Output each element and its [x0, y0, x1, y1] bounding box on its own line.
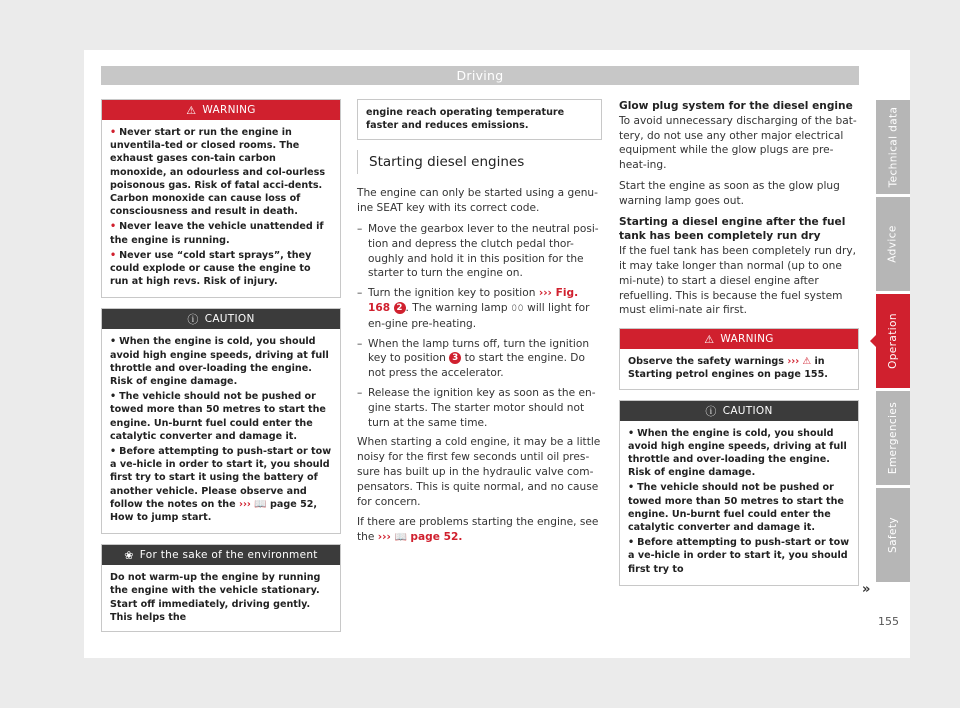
- environment-box: [101, 544, 341, 632]
- tab-emergencies[interactable]: Emergencies: [876, 391, 910, 485]
- tab-operation[interactable]: Operation: [876, 294, 910, 388]
- caution-header: [620, 401, 858, 421]
- bullet-icon: •: [110, 127, 117, 138]
- paragraph: If the fuel tank has been completely run dry, it may take longer than normal (up to one mi-nute) to start a diesel engine after refuelling. This is because the fuel system must elimi-nate air first.: [619, 245, 856, 317]
- list-item: • The vehicle should not be pushed or towed more than 50 metres to start the engine. Un-burnt fuel could enter the catalytic converter and damage it.: [110, 391, 326, 442]
- caution-box: [619, 400, 859, 586]
- environment-header: [102, 545, 340, 565]
- paragraph: If there are problems starting the engine, see the ››› 📖 page 52.: [357, 515, 602, 546]
- caution-header: [102, 309, 340, 329]
- warning-header: [102, 100, 340, 120]
- list-item: • Never leave the vehicle unattended if the engine is running.: [110, 221, 324, 246]
- leaf-icon: ❀: [124, 548, 134, 562]
- continue-arrow-icon: »: [862, 582, 871, 597]
- warning-body: [102, 120, 340, 297]
- environment-body: Do not warm-up the engine by running the engine with the vehicle stationary. Start off immediately, driving gently. This helps the: [110, 572, 321, 623]
- tab-safety[interactable]: Safety: [876, 488, 910, 582]
- paragraph: When starting a cold engine, it may be a little noisy for the first few seconds until oil pres-sure has built up in the hydraulic valve com-pensators. This is quite normal, and no cause for concern.: [357, 436, 601, 508]
- environment-title: For the sake of the environment: [139, 549, 318, 562]
- list-item: • Never start or run the engine in unventila-ted or closed rooms. The exhaust gases con-tain carbon monoxide, an odourless and col-ourless poisonous gas. Risk of fatal acci-dents. Carbon monoxide can cause loss of consciousness and result in death.: [110, 127, 326, 218]
- tab-advice[interactable]: Advice: [876, 197, 910, 291]
- caution-body: [620, 421, 858, 585]
- glow-plug-icon: 𝟶𝟶: [510, 302, 524, 314]
- caution-title: CAUTION: [204, 313, 255, 326]
- environment-box-continued: [357, 99, 602, 140]
- warning-body: Observe the safety warnings ››› ⚠ in Starting petrol engines on page 155.: [628, 356, 828, 381]
- intro-text: The engine can only be started using a genu-ine SEAT key with its correct code.: [357, 187, 598, 215]
- starting-petrol-link[interactable]: ››› ⚠: [787, 356, 812, 368]
- warning-triangle-icon: ⚠: [704, 332, 715, 346]
- position-2-badge: 2: [394, 302, 406, 314]
- warning-title: WARNING: [720, 333, 774, 346]
- list-item: • Before attempting to push-start or tow a ve-hicle in order to start it, you should first try to: [628, 537, 850, 575]
- info-circle-icon: ⓘ: [705, 404, 717, 418]
- bullet-icon: •: [110, 446, 117, 458]
- warning-triangle-icon: ⚠: [186, 103, 197, 117]
- bullet-icon: •: [110, 221, 117, 233]
- bullet-icon: •: [110, 249, 117, 261]
- bullet-icon: •: [110, 336, 117, 348]
- subheading: Starting a diesel engine after the fuel tank has been completely run dry: [619, 215, 846, 243]
- paragraph: To avoid unnecessary discharging of the bat-tery, do not use any other major electrical equipment while the glow plugs are pre-heat-ing.: [619, 114, 857, 172]
- warning-box: [101, 99, 341, 298]
- list-item: • The vehicle should not be pushed or towed more than 50 metres to start the engine. Un-burnt fuel could enter the catalytic converter and damage it.: [628, 482, 844, 533]
- paragraph: Start the engine as soon as the glow plug warning lamp goes out.: [619, 179, 840, 207]
- list-item: • When the engine is cold, you should avoid high engine speeds, driving at full throttle and over-loading the engine. Risk of engine damage.: [110, 336, 329, 388]
- list-item: – When the lamp turns off, turn the ignition key to position 3 to start the engine. Do not press the accelerator.: [357, 337, 590, 380]
- section-title: Starting diesel engines: [369, 154, 602, 170]
- bullet-icon: •: [110, 391, 117, 403]
- fig-168-link[interactable]: ››› Fig. 168: [368, 287, 579, 314]
- subheading: Glow plug system for the diesel engine: [619, 100, 853, 112]
- book-icon: 📖: [394, 532, 408, 544]
- warning-header: [620, 329, 858, 349]
- page-number: 155: [878, 615, 899, 628]
- column-right: [619, 99, 859, 596]
- tab-technical-data[interactable]: Technical data: [876, 100, 910, 194]
- list-item: • Never use “cold start sprays”, they could explode or cause the engine to run at high revs. Risk of injury.: [110, 249, 312, 288]
- list-item: – Release the ignition key as soon as the en-gine starts. The starter motor should not turn at the same time.: [357, 386, 596, 429]
- caution-body: [102, 329, 340, 533]
- column-middle: [357, 99, 602, 552]
- caution-title: CAUTION: [722, 404, 773, 417]
- list-item: – Move the gearbox lever to the neutral posi-tion and depress the clutch pedal thor-oughly and hold it in this position for the starter to turn the engine on.: [357, 223, 599, 280]
- page-52-link[interactable]: ››› 📖: [378, 531, 407, 543]
- book-icon: 📖: [254, 498, 267, 510]
- warning-title: WARNING: [202, 104, 256, 116]
- warning-box: [619, 328, 859, 389]
- info-circle-icon: ⓘ: [187, 313, 199, 327]
- position-3-badge: 3: [449, 352, 461, 364]
- page-header: Driving: [101, 66, 859, 85]
- environment-continued-text: engine reach operating temperature faster and reduces emissions.: [366, 107, 565, 132]
- caution-box: [101, 308, 341, 534]
- list-item: • When the engine is cold, you should avoid high engine speeds, driving at full throttle and over-loading the engine. Risk of engine damage.: [628, 427, 847, 479]
- jump-start-link[interactable]: ››› 📖: [239, 498, 267, 510]
- side-tabs: [876, 100, 910, 585]
- column-left: [101, 99, 341, 642]
- list-item: – Turn the ignition key to position ››› Fig. 168 2 . The warning lamp 𝟶𝟶 will light for en-gine pre-heating.: [357, 287, 590, 330]
- list-item: • Before attempting to push-start or tow a ve-hicle in order to start it, you should first try to start it using the battery of another vehicle. Please observe and follow the notes on the ››› 📖 page 52, How to jump start.: [110, 446, 332, 524]
